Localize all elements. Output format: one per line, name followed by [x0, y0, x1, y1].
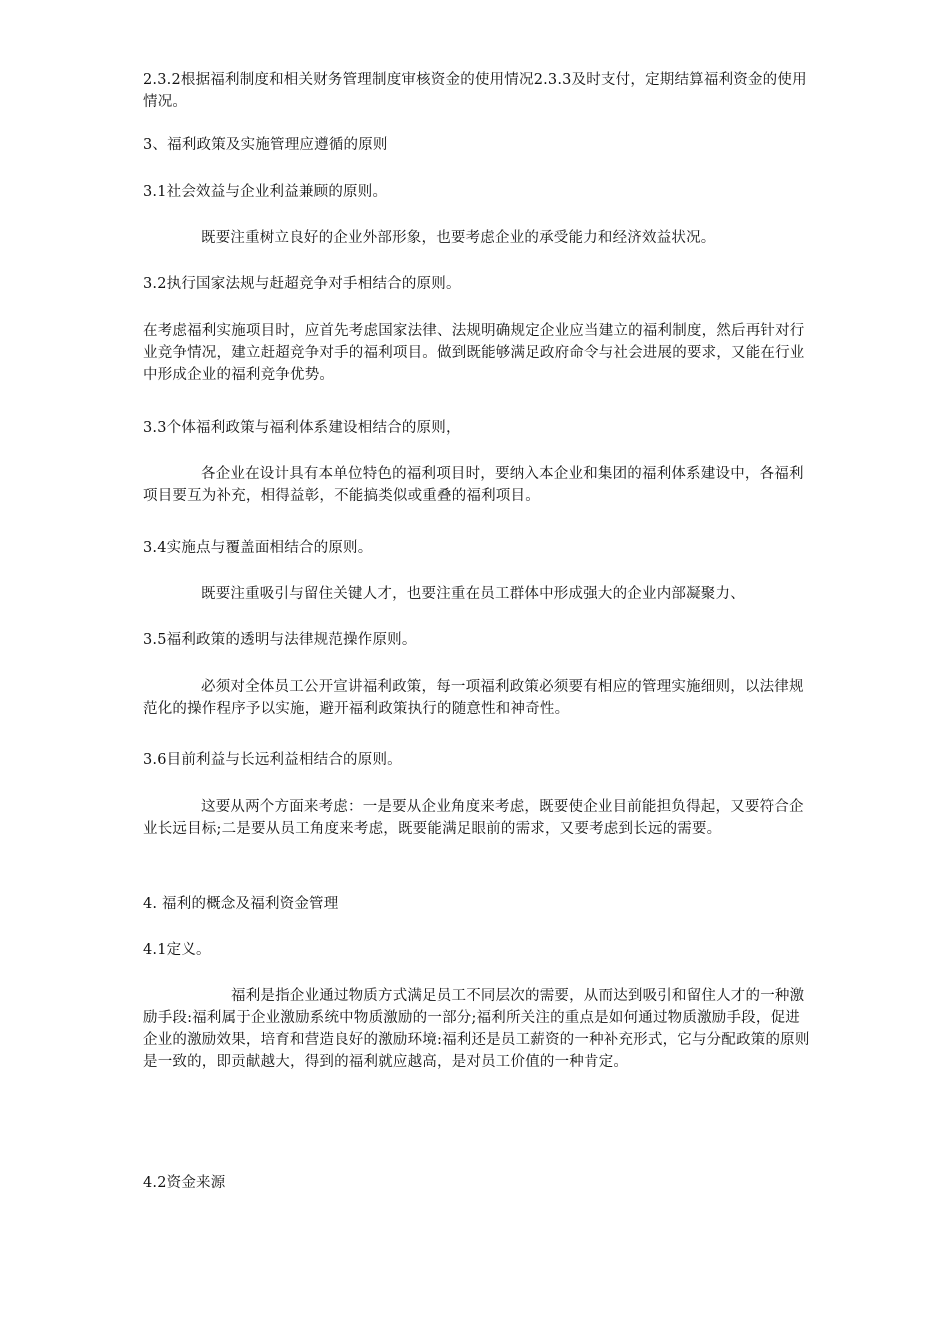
subsection-heading: 4.2资金来源	[143, 1175, 226, 1191]
subsection-heading: 3.2执行国家法规与赶超竞争对手相结合的原则。	[143, 276, 461, 292]
subsection-heading: 3.6目前利益与长远利益相结合的原则。	[143, 752, 402, 768]
paragraph: 2.3.2根据福利制度和相关财务管理制度审核资金的使用情况2.3.3及时支付，定期结算福利资金的使用情况。	[143, 72, 807, 110]
subsection-heading: 3.1社会效益与企业利益兼顾的原则。	[143, 184, 388, 200]
paragraph: 既要注重吸引与留住关键人才，也要注重在员工群体中形成强大的企业内部凝聚力、	[201, 586, 745, 602]
subsection-heading: 3.5福利政策的透明与法律规范操作原则。	[143, 632, 417, 648]
paragraph: 福利是指企业通过物质方式满足员工不同层次的需要，从而达到吸引和留住人才的一种激励手段:福利属于企业激励系统中物质激励的一部分;福利所关注的重点是如何通过物质激励手段，促进企业的激励效果，培育和营造良好的激励环境:福利还是员工薪资的一种补充形式，它与分配政策的原则是一致的，即贡献越大，得到的福利就应越高，是对员工价值的一种肯定。	[143, 988, 810, 1070]
subsection-heading: 3.3个体福利政策与福利体系建设相结合的原则，	[143, 420, 461, 436]
paragraph: 这要从两个方面来考虑：一是要从企业角度来考虑，既要使企业目前能担负得起，又要符合企业长远目标;二是要从员工角度来考虑，既要能满足眼前的需求，又要考虑到长远的需要。	[143, 799, 804, 837]
paragraph: 各企业在设计具有本单位特色的福利项目时，要纳入本企业和集团的福利体系建设中，各福利项目要互为补充，相得益彰，不能搞类似或重叠的福利项目。	[143, 466, 804, 504]
subsection-heading: 3.4实施点与覆盖面相结合的原则。	[143, 540, 373, 556]
section-heading: 4. 福利的概念及福利资金管理	[143, 896, 339, 912]
paragraph: 必须对全体员工公开宣讲福利政策，每一项福利政策必须要有相应的管理实施细则，以法律规范化的操作程序予以实施，避开福利政策执行的随意性和神奇性。	[143, 679, 804, 717]
paragraph: 既要注重树立良好的企业外部形象，也要考虑企业的承受能力和经济效益状况。	[201, 230, 716, 246]
subsection-heading: 4.1定义。	[143, 942, 211, 958]
paragraph: 在考虑福利实施项目时，应首先考虑国家法律、法规明确规定企业应当建立的福利制度，然后再针对行业竞争情况，建立赶超竞争对手的福利项目。做到既能够满足政府命令与社会进展的要求，又能在行业中形成企业的福利竞争优势。	[143, 323, 805, 383]
section-heading: 3、福利政策及实施管理应遵循的原则	[143, 137, 388, 153]
